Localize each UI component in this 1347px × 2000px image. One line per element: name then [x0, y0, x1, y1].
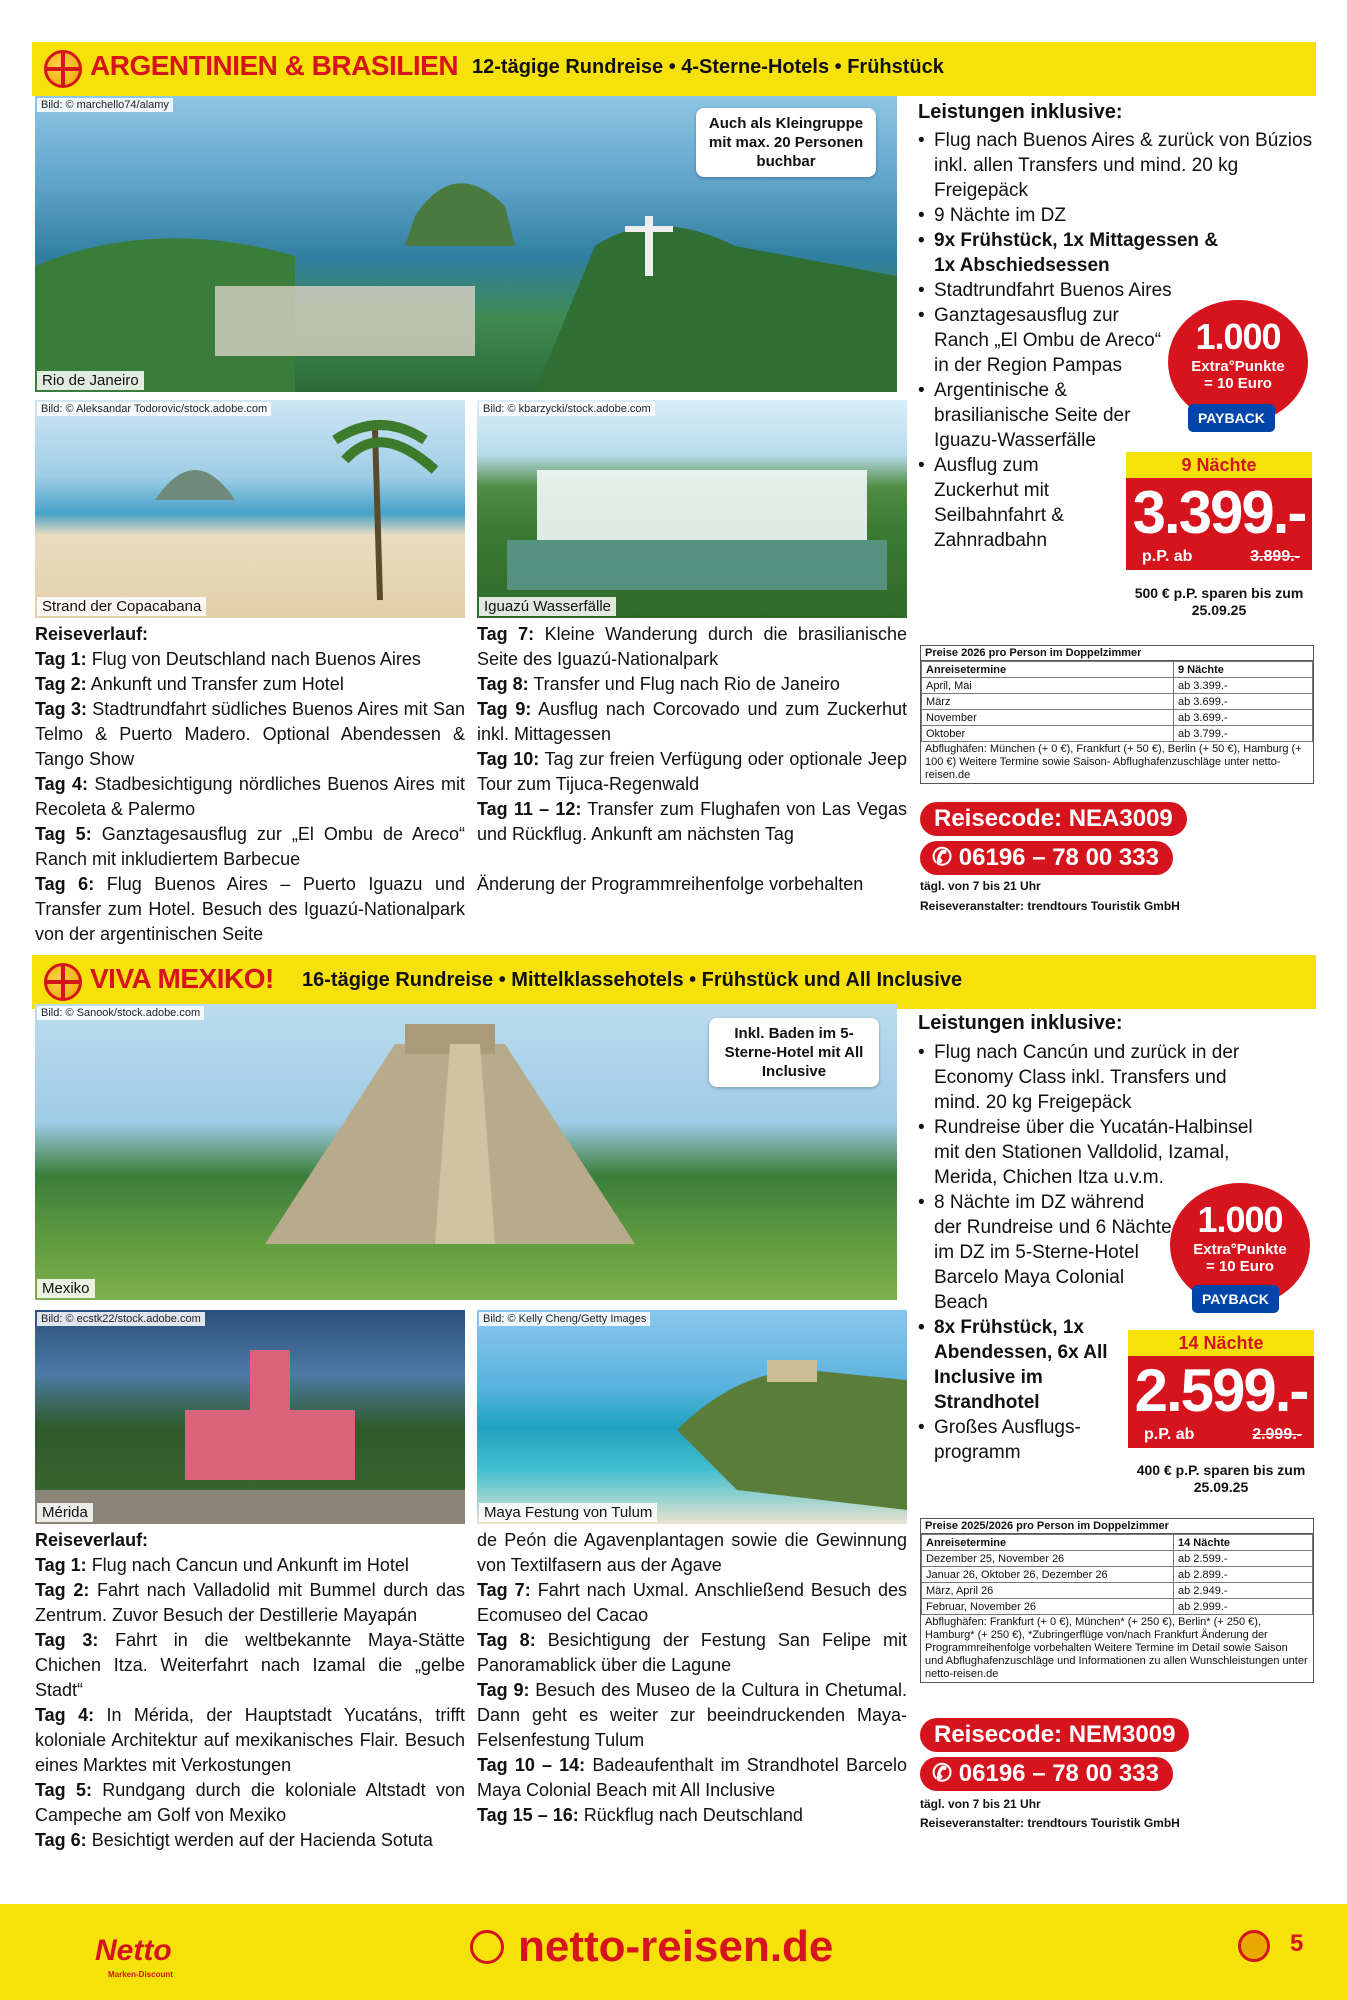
price-amount: 3.399.- [1132, 479, 1306, 546]
beach-illustration [35, 400, 465, 618]
photo-credit: Bild: © Sanook/stock.adobe.com [37, 1006, 204, 1020]
trip2-reisecode: Reisecode: NEM3009 [920, 1718, 1189, 1752]
day-text: Badeaufenthalt im Strandhotel Barcelo Maya Colonial Beach mit All Inclusive [477, 1755, 907, 1800]
day-tag: Tag 9: [477, 1680, 530, 1700]
table-title: Preise 2026 pro Person im Doppelzimmer [921, 646, 1313, 661]
payback-logo: PAYBACK [1192, 1285, 1279, 1313]
day-tag: Tag 2: [35, 1580, 90, 1600]
photo-caption: Iguazú Wasserfälle [479, 597, 616, 616]
day-tag: Tag 7: [477, 1580, 531, 1600]
day-tag: Tag 10: [477, 749, 540, 769]
photo-caption: Mérida [37, 1503, 93, 1522]
kleingruppe-note: Auch als Kleingruppe mit max. 20 Personen buchbar [696, 108, 876, 177]
leistung-item: • Ausflug zum Zuckerhut mit Seilbahnfahrt & Zahnradbahn [918, 453, 1109, 553]
bag-icon [470, 1930, 504, 1964]
trip2-itinerary-left [35, 1528, 465, 1853]
waterfall-illustration [477, 400, 907, 618]
payback-logo: PAYBACK [1188, 404, 1275, 432]
day-tag: Tag 8: [477, 1630, 536, 1650]
price-nights: 9 Nächte [1126, 452, 1312, 478]
points-label: Extra°Punkte [1193, 1241, 1287, 1258]
day-text: Flug Buenos Aires – Puerto Iguazu und Transfer zum Hotel. Besuch des Iguazú-Nationalpark von der argentinischen Seite [35, 874, 465, 944]
trip1-phone-pill[interactable] [920, 841, 1173, 875]
day-text: Transfer zum Flughafen von Las Vegas und Rückflug. Ankunft am nächsten Tag [477, 799, 907, 844]
leistung-item: • Argentinische & brasilianische Seite der Iguazu-Wasserfälle [918, 378, 1164, 453]
trip2-operator: Reiseveranstalter: trendtours Touristik GmbH [920, 1816, 1180, 1830]
day-tag: Tag 11 – 12: [477, 799, 582, 819]
day-tag: Tag 6: [35, 1830, 87, 1850]
photo-mexiko [35, 1004, 897, 1300]
day-text: de Peón die Agavenplantagen sowie die Gewinnung von Textilfasern aus der Agave [477, 1530, 907, 1575]
globe-icon [44, 50, 82, 88]
leistung-item: • Flug nach Cancún und zurück in der Economy Class inkl. Transfers und mind. 20 kg Freigepäck [918, 1040, 1244, 1115]
leistung-item: • Ganztagesausflug zur Ranch „El Ombu de Areco“ in der Region Pampas [918, 303, 1164, 378]
day-tag: Tag 10 – 14: [477, 1755, 586, 1775]
table-footer: Abflughäfen: München (+ 0 €), Frankfurt (+ 50 €), Berlin (+ 50 €), Hamburg (+ 100 €) Weitere Termine sowie Saison- Abflughafenzuschläge unter netto-reisen.de [925, 743, 1302, 781]
points-euro: = 10 Euro [1206, 1258, 1274, 1275]
itinerary-title: Reiseverlauf: [35, 624, 149, 644]
tulum-illustration [477, 1310, 907, 1524]
photo-caption: Maya Festung von Tulum [479, 1503, 657, 1522]
photo-merida [35, 1310, 465, 1524]
photo-credit: Bild: © Kelly Cheng/Getty Images [479, 1312, 650, 1326]
trip1-price-box [1126, 452, 1312, 570]
leistung-item: • Rundreise über die Yucatán-Halbinsel mit den Stationen Valldolid, Izamal, Merida, Chichen Itza u.v.m. [918, 1115, 1264, 1190]
trip2-subtitle: 16-tägige Rundreise • Mittelklassehotels • Frühstück und All Inclusive [302, 969, 963, 991]
table-header: Anreisetermine [922, 662, 1174, 678]
day-tag: Tag 7: [477, 624, 535, 644]
photo-credit: Bild: © Aleksandar Todorovic/stock.adobe.com [37, 402, 271, 416]
merida-illustration [35, 1310, 465, 1524]
phone-number: 06196 – 78 00 333 [958, 844, 1159, 871]
trip2-price-table [920, 1518, 1314, 1683]
day-tag: Tag 4: [35, 774, 89, 794]
trip1-leistungen-title: Leistungen inklusive: [918, 101, 1123, 123]
day-text: Kleine Wanderung durch die brasilianische Seite des Iguazú-Nationalpark [477, 624, 907, 669]
photo-credit: Bild: © kbarzycki/stock.adobe.com [479, 402, 655, 416]
day-text: Stadbesichtigung nördliches Buenos Aires mit Recoleta & Palermo [35, 774, 465, 819]
trip2-leistungen-title: Leistungen inklusive: [918, 1012, 1123, 1034]
photo-credit: Bild: © marchello74/alamy [37, 98, 173, 112]
phone-icon: ✆ [932, 1760, 959, 1787]
day-text: Rundgang durch die koloniale Altstadt von Campeche am Golf von Mexiko [35, 1780, 465, 1825]
day-tag: Tag 6: [35, 874, 95, 894]
phone-icon: ✆ [932, 844, 959, 871]
photo-credit: Bild: © ecstk22/stock.adobe.com [37, 1312, 205, 1326]
table-header: 9 Nächte [1174, 662, 1313, 678]
price-old: 2.999.- [1252, 1426, 1302, 1443]
itinerary-note: Änderung der Programmreihenfolge vorbehalten [477, 874, 864, 894]
trip1-reisecode: Reisecode: NEA3009 [920, 802, 1187, 836]
leistung-item: • Stadtrundfahrt Buenos Aires [918, 278, 1320, 303]
table-row: März, April 26 ab 2.949.- [922, 1583, 1313, 1599]
photo-caption: Mexiko [37, 1279, 95, 1298]
trip1-hours: tägl. von 7 bis 21 Uhr [920, 879, 1041, 893]
globe-icon [44, 963, 82, 1001]
day-text: Flug nach Cancun und Ankunft im Hotel [91, 1555, 409, 1575]
day-text: Tag zur freien Verfügung oder optionale Jeep Tour zum Tijuca-Regenwald [477, 749, 907, 794]
day-text: Besuch des Museo de la Cultura in Chetumal. Dann geht es weiter zur beeindruckenden Maya-Felsenfestung Tulum [477, 1680, 907, 1750]
table-row: Februar, November 26 ab 2.999.- [922, 1599, 1313, 1615]
trip2-phone-pill[interactable] [920, 1757, 1173, 1791]
day-tag: Tag 1: [35, 649, 87, 669]
leistung-item: • Großes Ausflugs-programm [918, 1415, 1094, 1465]
trip2-hours: tägl. von 7 bis 21 Uhr [920, 1797, 1041, 1811]
footer-bar [0, 1904, 1347, 2000]
all-inclusive-note: Inkl. Baden im 5-Sterne-Hotel mit All Inclusive [709, 1018, 879, 1087]
day-text: Fahrt nach Valladolid mit Bummel durch das Zentrum. Zuvor Besuch der Destillerie Mayapán [35, 1580, 465, 1625]
table-row: Dezember 25, November 26 ab 2.599.- [922, 1551, 1313, 1567]
table-header: 14 Nächte [1174, 1535, 1313, 1551]
points-euro: = 10 Euro [1204, 375, 1272, 392]
trip2-itinerary-right [477, 1528, 907, 1828]
day-text: Rückflug nach Deutschland [583, 1805, 803, 1825]
trip2-savings: 400 € p.P. sparen bis zum 25.09.25 [1136, 1462, 1306, 1495]
day-text: Flug von Deutschland nach Buenos Aires [91, 649, 421, 669]
trip1-subtitle: 12-tägige Rundreise • 4-Sterne-Hotels • Frühstück [472, 56, 944, 78]
price-old: 3.899.- [1250, 548, 1300, 565]
photo-caption: Rio de Janeiro [37, 371, 144, 390]
trip2-header [32, 955, 1316, 1009]
day-tag: Tag 8: [477, 674, 529, 694]
points-label: Extra°Punkte [1191, 358, 1285, 375]
trip2-price-box [1128, 1330, 1314, 1448]
itinerary-title: Reiseverlauf: [35, 1530, 149, 1550]
netto-logo-sub: Marken-Discount [108, 1970, 173, 1979]
day-text: Ankunft und Transfer zum Hotel [90, 674, 344, 694]
table-row: November ab 3.699.- [922, 710, 1313, 726]
day-text: Besichtigung der Festung San Felipe mit Panoramablick über die Lagune [477, 1630, 907, 1675]
globe-icon [1238, 1930, 1270, 1962]
points-value: 1.000 [1197, 1199, 1283, 1240]
day-tag: Tag 3: [35, 1630, 99, 1650]
day-text: In Mérida, der Hauptstadt Yucatáns, trifft koloniale Architektur auf mexikanisches Flair. Besuch eines Marktes mit Verkostungen [35, 1705, 465, 1775]
table-title: Preise 2025/2026 pro Person im Doppelzimmer [921, 1519, 1313, 1534]
price-pp: p.P. ab [1144, 1426, 1195, 1443]
leistung-item: • 9 Nächte im DZ [918, 203, 1320, 228]
photo-caption: Strand der Copacabana [37, 597, 206, 616]
day-tag: Tag 9: [477, 699, 532, 719]
netto-logo[interactable]: Netto [95, 1934, 172, 1967]
table-row: Oktober ab 3.799.- [922, 726, 1313, 742]
day-text: Stadtrundfahrt südliches Buenos Aires mit San Telmo & Puerto Madero. Optional Abendessen & Tango Show [35, 699, 465, 769]
trip1-title: ARGENTINIEN & BRASILIEN [90, 50, 459, 81]
day-text: Ausflug nach Corcovado und zum Zuckerhut inkl. Mittagessen [477, 699, 907, 744]
footer-site-link[interactable]: netto-reisen.de [518, 1922, 834, 1971]
day-tag: Tag 5: [35, 824, 92, 844]
day-tag: Tag 2: [35, 674, 87, 694]
day-tag: Tag 5: [35, 1780, 92, 1800]
page-number: 5 [1290, 1930, 1304, 1957]
day-text: Ganztagesausflug zur „El Ombu de Areco“ Ranch mit inkludiertem Barbecue [35, 824, 466, 869]
day-text: Transfer und Flug nach Rio de Janeiro [533, 674, 840, 694]
table-row: April, Mai ab 3.399.- [922, 678, 1313, 694]
trip1-header [32, 42, 1316, 96]
table-row: Januar 26, Oktober 26, Dezember 26 ab 2.899.- [922, 1567, 1313, 1583]
trip1-operator: Reiseveranstalter: trendtours Touristik GmbH [920, 899, 1180, 913]
points-value: 1.000 [1195, 316, 1281, 357]
trip2-title: VIVA MEXIKO! [90, 963, 274, 994]
day-tag: Tag 4: [35, 1705, 95, 1725]
photo-tulum [477, 1310, 907, 1524]
day-text: Fahrt in die weltbekannte Maya-Stätte Chichen Itza. Weiterfahrt nach Izamal die „gelbe Stadt“ [35, 1630, 465, 1700]
leistung-item: • 8 Nächte im DZ während der Rundreise und 6 Nächte im DZ im 5-Sterne-Hotel Barcelo Maya Colonial Beach [918, 1190, 1174, 1315]
price-amount: 2.599.- [1134, 1357, 1308, 1424]
day-text: Fahrt nach Uxmal. Anschließend Besuch des Ecomuseo del Cacao [477, 1580, 908, 1625]
photo-rio [35, 96, 897, 392]
leistung-item: • 8x Frühstück, 1x Abendessen, 6x All Inclusive im Strandhotel [918, 1315, 1114, 1415]
trip1-savings: 500 € p.P. sparen bis zum 25.09.25 [1134, 585, 1304, 618]
day-text: Besichtigt werden auf der Hacienda Sotuta [91, 1830, 433, 1850]
leistung-item: • Flug nach Buenos Aires & zurück von Búzios inkl. allen Transfers und mind. 20 kg Freigepäck [918, 128, 1320, 203]
table-row: März ab 3.699.- [922, 694, 1313, 710]
table-footer: Abflughäfen: Frankfurt (+ 0 €), München* (+ 250 €), Berlin* (+ 250 €), Hamburg* (+ 250 €), *Zubringerflüge von/nach Frankfurt Änderung der Programmreihenfolge vorbehalten Weitere Termine im Detail sowie Saison und Abflughafenzuschläge und Informationen zu allen Wunschleistungen unter netto-reisen.de [925, 1616, 1308, 1680]
day-tag: Tag 1: [35, 1555, 87, 1575]
price-pp: p.P. ab [1142, 548, 1193, 565]
price-nights: 14 Nächte [1128, 1330, 1314, 1356]
phone-number: 06196 – 78 00 333 [958, 1760, 1159, 1787]
day-tag: Tag 15 – 16: [477, 1805, 579, 1825]
day-tag: Tag 3: [35, 699, 87, 719]
photo-copacabana [35, 400, 465, 618]
photo-iguazu [477, 400, 907, 618]
leistung-item: • 9x Frühstück, 1x Mittagessen & 1x Abschiedsessen [918, 228, 1234, 278]
trip1-price-table [920, 645, 1314, 784]
table-header: Anreisetermine [922, 1535, 1174, 1551]
trip1-itinerary-right [477, 622, 907, 897]
trip1-itinerary-left [35, 622, 465, 947]
